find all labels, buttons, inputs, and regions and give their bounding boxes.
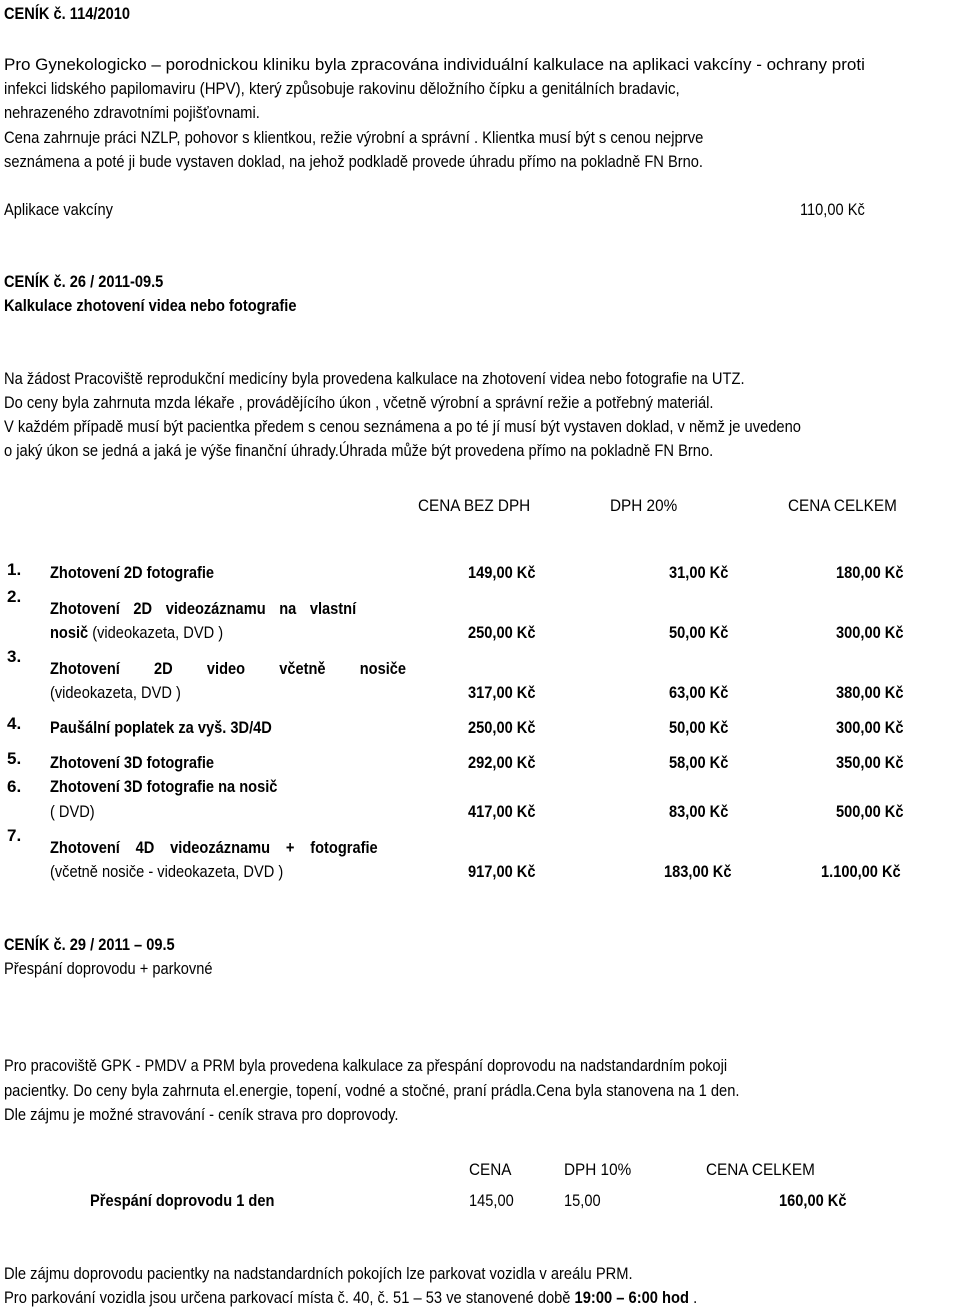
row-base-price: 317,00 Kč [468, 683, 536, 702]
row-base-price: 917,00 Kč [468, 862, 536, 881]
stay-header-vat: DPH 10% [564, 1160, 632, 1179]
stay-row-total: 160,00 Kč [779, 1191, 847, 1210]
row-vat: 50,00 Kč [669, 623, 729, 642]
row-base-price: 250,00 Kč [468, 623, 536, 642]
section3-title: CENÍK č. 29 / 2011 – 09.5 [4, 935, 175, 954]
row-vat: 50,00 Kč [669, 718, 729, 737]
row-label: Paušální poplatek za vyš. 3D/4D [50, 718, 272, 737]
row-label-line2: (videokazeta, DVD ) [50, 683, 181, 702]
row-label: Zhotovení 2D fotografie [50, 563, 215, 582]
section1-para1-line3: nehrazeného zdravotními pojišťovnami. [4, 103, 260, 122]
row-base-price: 417,00 Kč [468, 802, 536, 821]
row-label-line2: (včetně nosiče - videokazeta, DVD ) [50, 862, 284, 881]
vaccine-item-label: Aplikace vakcíny [4, 200, 113, 219]
section3-para-line3: Dle zájmu je možné stravování - ceník strava pro doprovody. [4, 1105, 399, 1124]
row-base-price: 250,00 Kč [468, 718, 536, 737]
header-base-price: CENA BEZ DPH [418, 496, 531, 515]
header-total: CENA CELKEM [788, 496, 897, 515]
stay-header-total: CENA CELKEM [706, 1160, 815, 1179]
row-label: Zhotovení 2D videozáznamu na vlastní [50, 599, 357, 618]
row-number: 1. [7, 560, 22, 579]
parking-note-line1: Dle zájmu doprovodu pacientky na nadstandardních pokojích lze parkovat vozidla v areálu PRM. [4, 1264, 633, 1283]
row-label-line2: nosič (videokazeta, DVD ) [50, 623, 224, 642]
stay-row-price: 145,00 [469, 1191, 514, 1210]
section2-para-line3: V každém případě musí být pacientka předem s cenou seznámena a po té jí musí být vystaven doklad, v němž je uvedeno [4, 417, 801, 436]
section1-para1-line2: infekci lidského papilomaviru (HPV), který způsobuje rakovinu děložního čípku a genitálních bradavic, [4, 79, 680, 98]
row-base-price: 149,00 Kč [468, 563, 536, 582]
section1-title: CENÍK č. 114/2010 [4, 4, 130, 23]
header-vat: DPH 20% [610, 496, 678, 515]
row-label-line2: ( DVD) [50, 802, 95, 821]
row-number: 2. [7, 587, 22, 606]
section2-para-line2: Do ceny byla zahrnuta mzda lékaře , provádějícího úkon , včetně výrobní a správní režie a potřebný materiál. [4, 393, 714, 412]
row-vat: 63,00 Kč [669, 683, 729, 702]
row-number: 3. [7, 647, 22, 666]
row-total: 350,00 Kč [836, 753, 904, 772]
row-vat: 58,00 Kč [669, 753, 729, 772]
section2-para-line1: Na žádost Pracoviště reprodukční medicíny byla provedena kalkulace na zhotovení videa nebo fotografie na UTZ. [4, 369, 745, 388]
row-number: 6. [7, 777, 22, 796]
row-number: 7. [7, 826, 22, 845]
row-total: 180,00 Kč [836, 563, 904, 582]
row-total: 500,00 Kč [836, 802, 904, 821]
parking-note-line2: Pro parkování vozidla jsou určena parkovací místa č. 40, č. 51 – 53 ve stanovené době 19:00 – 6:00 hod . [4, 1288, 698, 1307]
row-base-price: 292,00 Kč [468, 753, 536, 772]
section3-para-line1: Pro pracoviště GPK - PMDV a PRM byla provedena kalkulace za přespání doprovodu na nadstandardním pokoji [4, 1056, 728, 1075]
section1-para2-line1: Cena zahrnuje práci NZLP, pohovor s klientkou, režie výrobní a správní . Klientka musí být s cenou nejprve [4, 128, 704, 147]
vaccine-item-price: 110,00 Kč [800, 200, 865, 219]
row-label: Zhotovení 4D videozáznamu + fotografie [50, 838, 378, 857]
row-label: Zhotovení 3D fotografie na nosič [50, 777, 278, 796]
row-vat: 183,00 Kč [664, 862, 732, 881]
row-vat: 31,00 Kč [669, 563, 729, 582]
section2-title: CENÍK č. 26 / 2011-09.5 [4, 272, 164, 291]
row-label: Zhotovení 2D video včetně nosiče [50, 659, 407, 678]
row-number: 5. [7, 749, 22, 768]
row-total: 1.100,00 Kč [821, 862, 901, 881]
section2-subtitle: Kalkulace zhotovení videa nebo fotografie [4, 296, 297, 315]
section1-para2-line2: seznámena a poté ji bude vystaven doklad, na jehož podkladě provede úhradu přímo na pokladně FN Brno. [4, 152, 703, 171]
row-total: 300,00 Kč [836, 623, 904, 642]
section3-subtitle: Přespání doprovodu + parkovné [4, 959, 213, 978]
section2-para-line4: o jaký úkon se jedná a jaká je výše finanční úhrady.Úhrada může být provedena přímo na pokladně FN Brno. [4, 441, 714, 460]
stay-row-vat: 15,00 [564, 1191, 601, 1210]
section3-para-line2: pacientky. Do ceny byla zahrnuta el.energie, topení, vodné a stočné, praní prádla.Cena byla stanovena na 1 den. [4, 1081, 740, 1100]
row-total: 300,00 Kč [836, 718, 904, 737]
stay-header-price: CENA [469, 1160, 512, 1179]
stay-row-label: Přespání doprovodu 1 den [90, 1191, 275, 1210]
row-vat: 83,00 Kč [669, 802, 729, 821]
row-number: 4. [7, 714, 22, 733]
row-total: 380,00 Kč [836, 683, 904, 702]
section1-para1-line1: Pro Gynekologicko – porodnickou kliniku byla zpracována individuální kalkulace na aplikaci vakcíny - ochrany proti [4, 55, 865, 74]
row-label: Zhotovení 3D fotografie [50, 753, 215, 772]
